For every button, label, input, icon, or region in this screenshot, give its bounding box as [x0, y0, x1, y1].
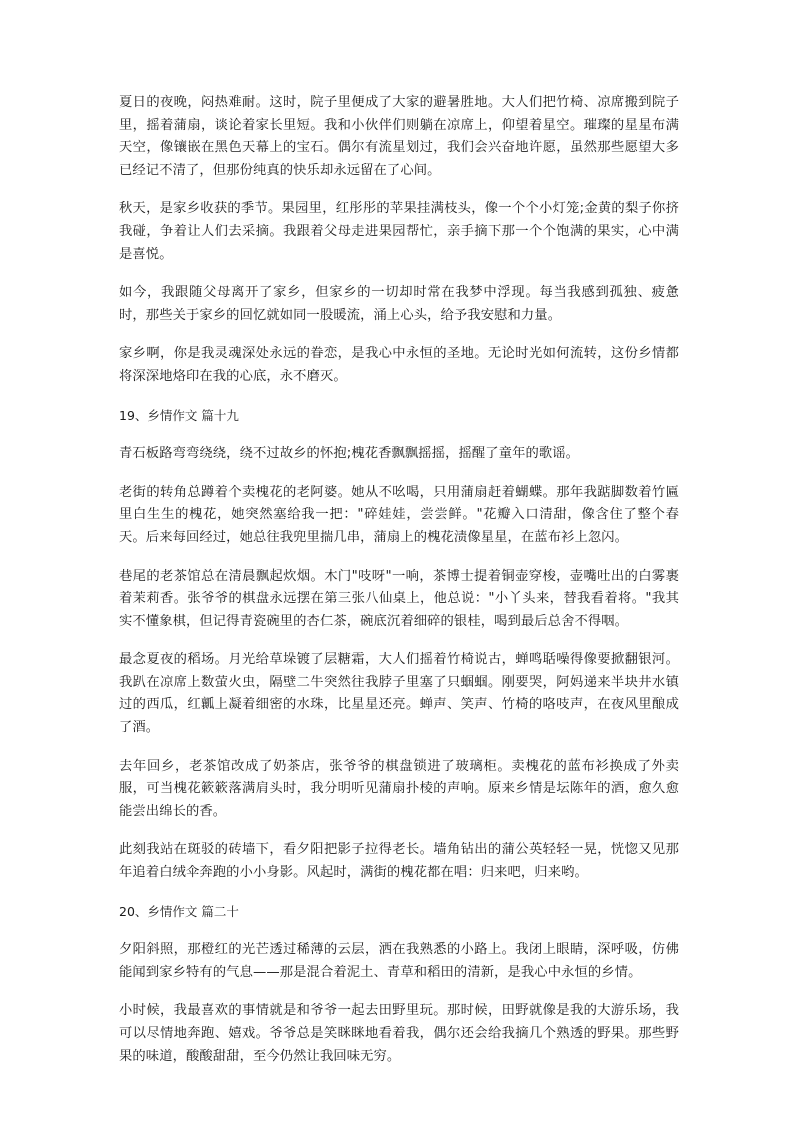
paragraph-gap: [119, 427, 679, 443]
paragraph: 小时候，我最喜欢的事情就是和爷爷一起去田野里玩。那时候，田野就像是我的大游乐场，我可以尽情地奔跑、嬉戏。爷爷总是笑眯眯地看着我，偶尔还会给我摘几个熟透的野果。那些野果的味道，酸酸甜甜，至今仍然让我回味无穷。: [119, 1003, 679, 1064]
paragraph-gap: [119, 182, 679, 198]
section-heading: 19、乡情作文 篇十九: [119, 407, 239, 423]
paragraph-gap: [119, 327, 679, 343]
paragraph-gap: [119, 823, 679, 839]
paragraph-gap: [119, 633, 679, 649]
paragraph-gap: [119, 923, 679, 939]
paragraph: 最念夏夜的稻场。月光给草垛镀了层糖霜，大人们摇着竹椅说古，蝉鸣聒噪得像要掀翻银河。我趴在凉席上数萤火虫，隔壁二牛突然往我脖子里塞了只蝈蝈。刚要哭，阿妈递来半块井水镇过的西瓜，红瓤上凝着细密的水珠，比星星还亮。蝉声、笑声、竹椅的咯吱声，在夜风里酿成了酒。: [119, 652, 679, 736]
paragraph-gap: [119, 466, 679, 482]
section-heading: 20、乡情作文 篇二十: [119, 903, 239, 919]
paragraph-gap: [119, 389, 679, 405]
paragraph: 巷尾的老茶馆总在清晨飘起炊烟。木门"吱呀"一响，茶博士提着铜壶穿梭，壶嘴吐出的白雾裹着茉莉香。张爷爷的棋盘永远摆在第三张八仙桌上，他总说："小丫头来，替我看着将。"我其实不懂象棋，但记得青瓷碗里的杏仁茶，碗底沉着细碎的银桂，喝到最后总舍不得咽。: [119, 568, 679, 629]
paragraph-gap: [119, 740, 679, 756]
paragraph-gap: [119, 550, 679, 566]
paragraph: 夏日的夜晚，闷热难耐。这时，院子里便成了大家的避暑胜地。大人们把竹椅、凉席搬到院子里，摇着蒲扇，谈论着家长里短。我和小伙伴们则躺在凉席上，仰望着星空。璀璨的星星布满天空，像镶嵌在黑色天幕上的宝石。偶尔有流星划过，我们会兴奋地许愿，虽然那些愿望大多已经记不清了，但那份纯真的快乐却永远留在了心间。: [119, 95, 679, 178]
paragraph-gap: [119, 984, 679, 1000]
document-page: [119, 92, 679, 1068]
paragraph: 家乡啊，你是我灵魂深处永远的眷恋，是我心中永恒的圣地。无论时光如何流转，这份乡情都将深深地烙印在我的心底，永不磨灭。: [119, 346, 679, 384]
paragraph: 青石板路弯弯绕绕，绕不过故乡的怀抱;槐花香飘飘摇摇，摇醒了童年的歌谣。: [119, 446, 580, 462]
paragraph-gap: [119, 266, 679, 282]
paragraph: 此刻我站在斑驳的砖墙下，看夕阳把影子拉得老长。墙角钻出的蒲公英轻轻一晃，恍惚又见那年追着白绒伞奔跑的小小身影。风起时，满街的槐花都在唱：归来吧，归来哟。: [119, 842, 679, 881]
paragraph: 去年回乡，老茶馆改成了奶茶店，张爷爷的棋盘锁进了玻璃柜。卖槐花的蓝布衫换成了外卖服，可当槐花簌簌落满肩头时，我分明听见蒲扇扑棱的声响。原来乡情是坛陈年的酒，愈久愈能尝出绵长的香。: [119, 758, 679, 819]
paragraph: 老街的转角总蹲着个卖槐花的老阿婆。她从不吆喝，只用蒲扇赶着蝴蝶。那年我踮脚数着竹匾里白生生的槐花，她突然塞给我一把："碎娃娃，尝尝鲜。"花瓣入口清甜，像含住了整个春天。后来每回经过，她总往我兜里揣几串，蒲扇上的槐花渍像星星，在蓝布衫上忽闪。: [119, 484, 679, 545]
paragraph: 秋天，是家乡收获的季节。果园里，红彤彤的苹果挂满枝头，像一个个小灯笼;金黄的梨子你挤我碰，争着让人们去采摘。我跟着父母走进果园帮忙，亲手摘下那一个个饱满的果实，心中满是喜悦。: [119, 201, 679, 262]
paragraph: 夕阳斜照，那橙红的光芒透过稀薄的云层，洒在我熟悉的小路上。我闭上眼睛，深呼吸，仿佛能闻到家乡特有的气息——那是混合着泥土、青草和稻田的清新，是我心中永恒的乡情。: [119, 942, 679, 980]
paragraph: 如今，我跟随父母离开了家乡，但家乡的一切却时常在我梦中浮现。每当我感到孤独、疲惫时，那些关于家乡的回忆就如同一股暖流，涌上心头，给予我安慰和力量。: [119, 285, 679, 323]
paragraph-gap: [119, 885, 679, 901]
